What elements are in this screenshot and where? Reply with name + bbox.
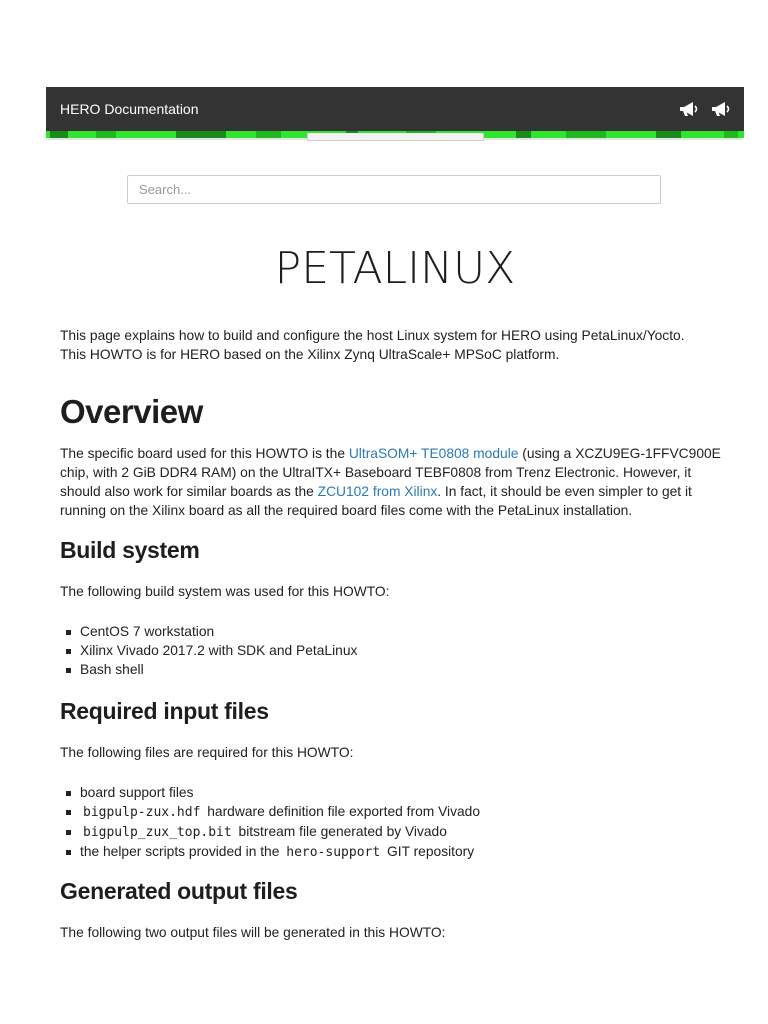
list-item	[80, 822, 480, 842]
build-system-list	[60, 622, 357, 679]
list-item-text: GIT repository	[383, 844, 475, 859]
build-system-intro: The following build system was used for this HOWTO:	[60, 584, 390, 599]
overview-text: . In fact, it should be even simpler to get it running on the Xilinx board as all the required board files come with the PetaLinux installation.	[60, 484, 692, 518]
list-item: CentOS 7 workstation	[80, 622, 357, 641]
search-input[interactable]	[127, 175, 661, 204]
list-item: Bash shell	[80, 660, 357, 679]
list-item	[80, 802, 480, 822]
required-input-list	[60, 783, 480, 862]
intro-paragraph	[60, 326, 685, 364]
list-item-text: hardware definition file exported from Vivado	[203, 804, 481, 819]
code-repo: hero-support	[286, 845, 381, 860]
brand-link[interactable]: HERO Documentation	[60, 101, 199, 117]
navbar-icons	[678, 99, 732, 119]
dropdown-tab	[307, 133, 484, 141]
intro-line: This page explains how to build and configure the host Linux system for HERO using PetaLinux/Yocto.	[60, 328, 685, 343]
page-title: PETALINUX	[274, 243, 516, 294]
list-item: board support files	[80, 783, 480, 802]
overview-heading: Overview	[60, 393, 203, 430]
code-filename: bigpulp_zux_top.bit	[83, 825, 232, 840]
code-filename: bigpulp-zux.hdf	[83, 805, 201, 820]
required-input-heading: Required input files	[60, 698, 269, 724]
list-item: Xilinx Vivado 2017.2 with SDK and PetaLinux	[80, 643, 358, 658]
intro-line: This HOWTO is for HERO based on the Xilinx Zynq UltraScale+ MPSoC platform.	[60, 347, 560, 362]
megaphone-icon[interactable]	[710, 99, 732, 119]
generated-output-heading: Generated output files	[60, 878, 298, 904]
overview-paragraph	[60, 444, 730, 520]
zcu102-link[interactable]: ZCU102 from Xilinx	[317, 484, 438, 499]
generated-output-intro: The following two output files will be generated in this HOWTO:	[60, 925, 446, 940]
list-item-text: the helper scripts provided in the	[80, 844, 284, 859]
overview-text: The specific board used for this HOWTO is the	[60, 446, 349, 461]
ultrasom-link[interactable]: UltraSOM+ TE0808 module	[348, 446, 519, 461]
megaphone-icon[interactable]	[678, 99, 700, 119]
required-input-intro: The following files are required for this HOWTO:	[60, 745, 354, 760]
build-system-heading: Build system	[60, 537, 200, 563]
list-item	[80, 842, 480, 862]
top-navbar	[46, 87, 744, 131]
list-item-text: bitstream file generated by Vivado	[234, 824, 447, 839]
overview-text: (using a XCZU9EG-1FFVC900E chip, with 2 GiB DDR4 RAM) on the UltraITX+ Baseboard TEBF0808 from Trenz Electronic. However, it should also work for similar boards as the	[60, 446, 721, 499]
